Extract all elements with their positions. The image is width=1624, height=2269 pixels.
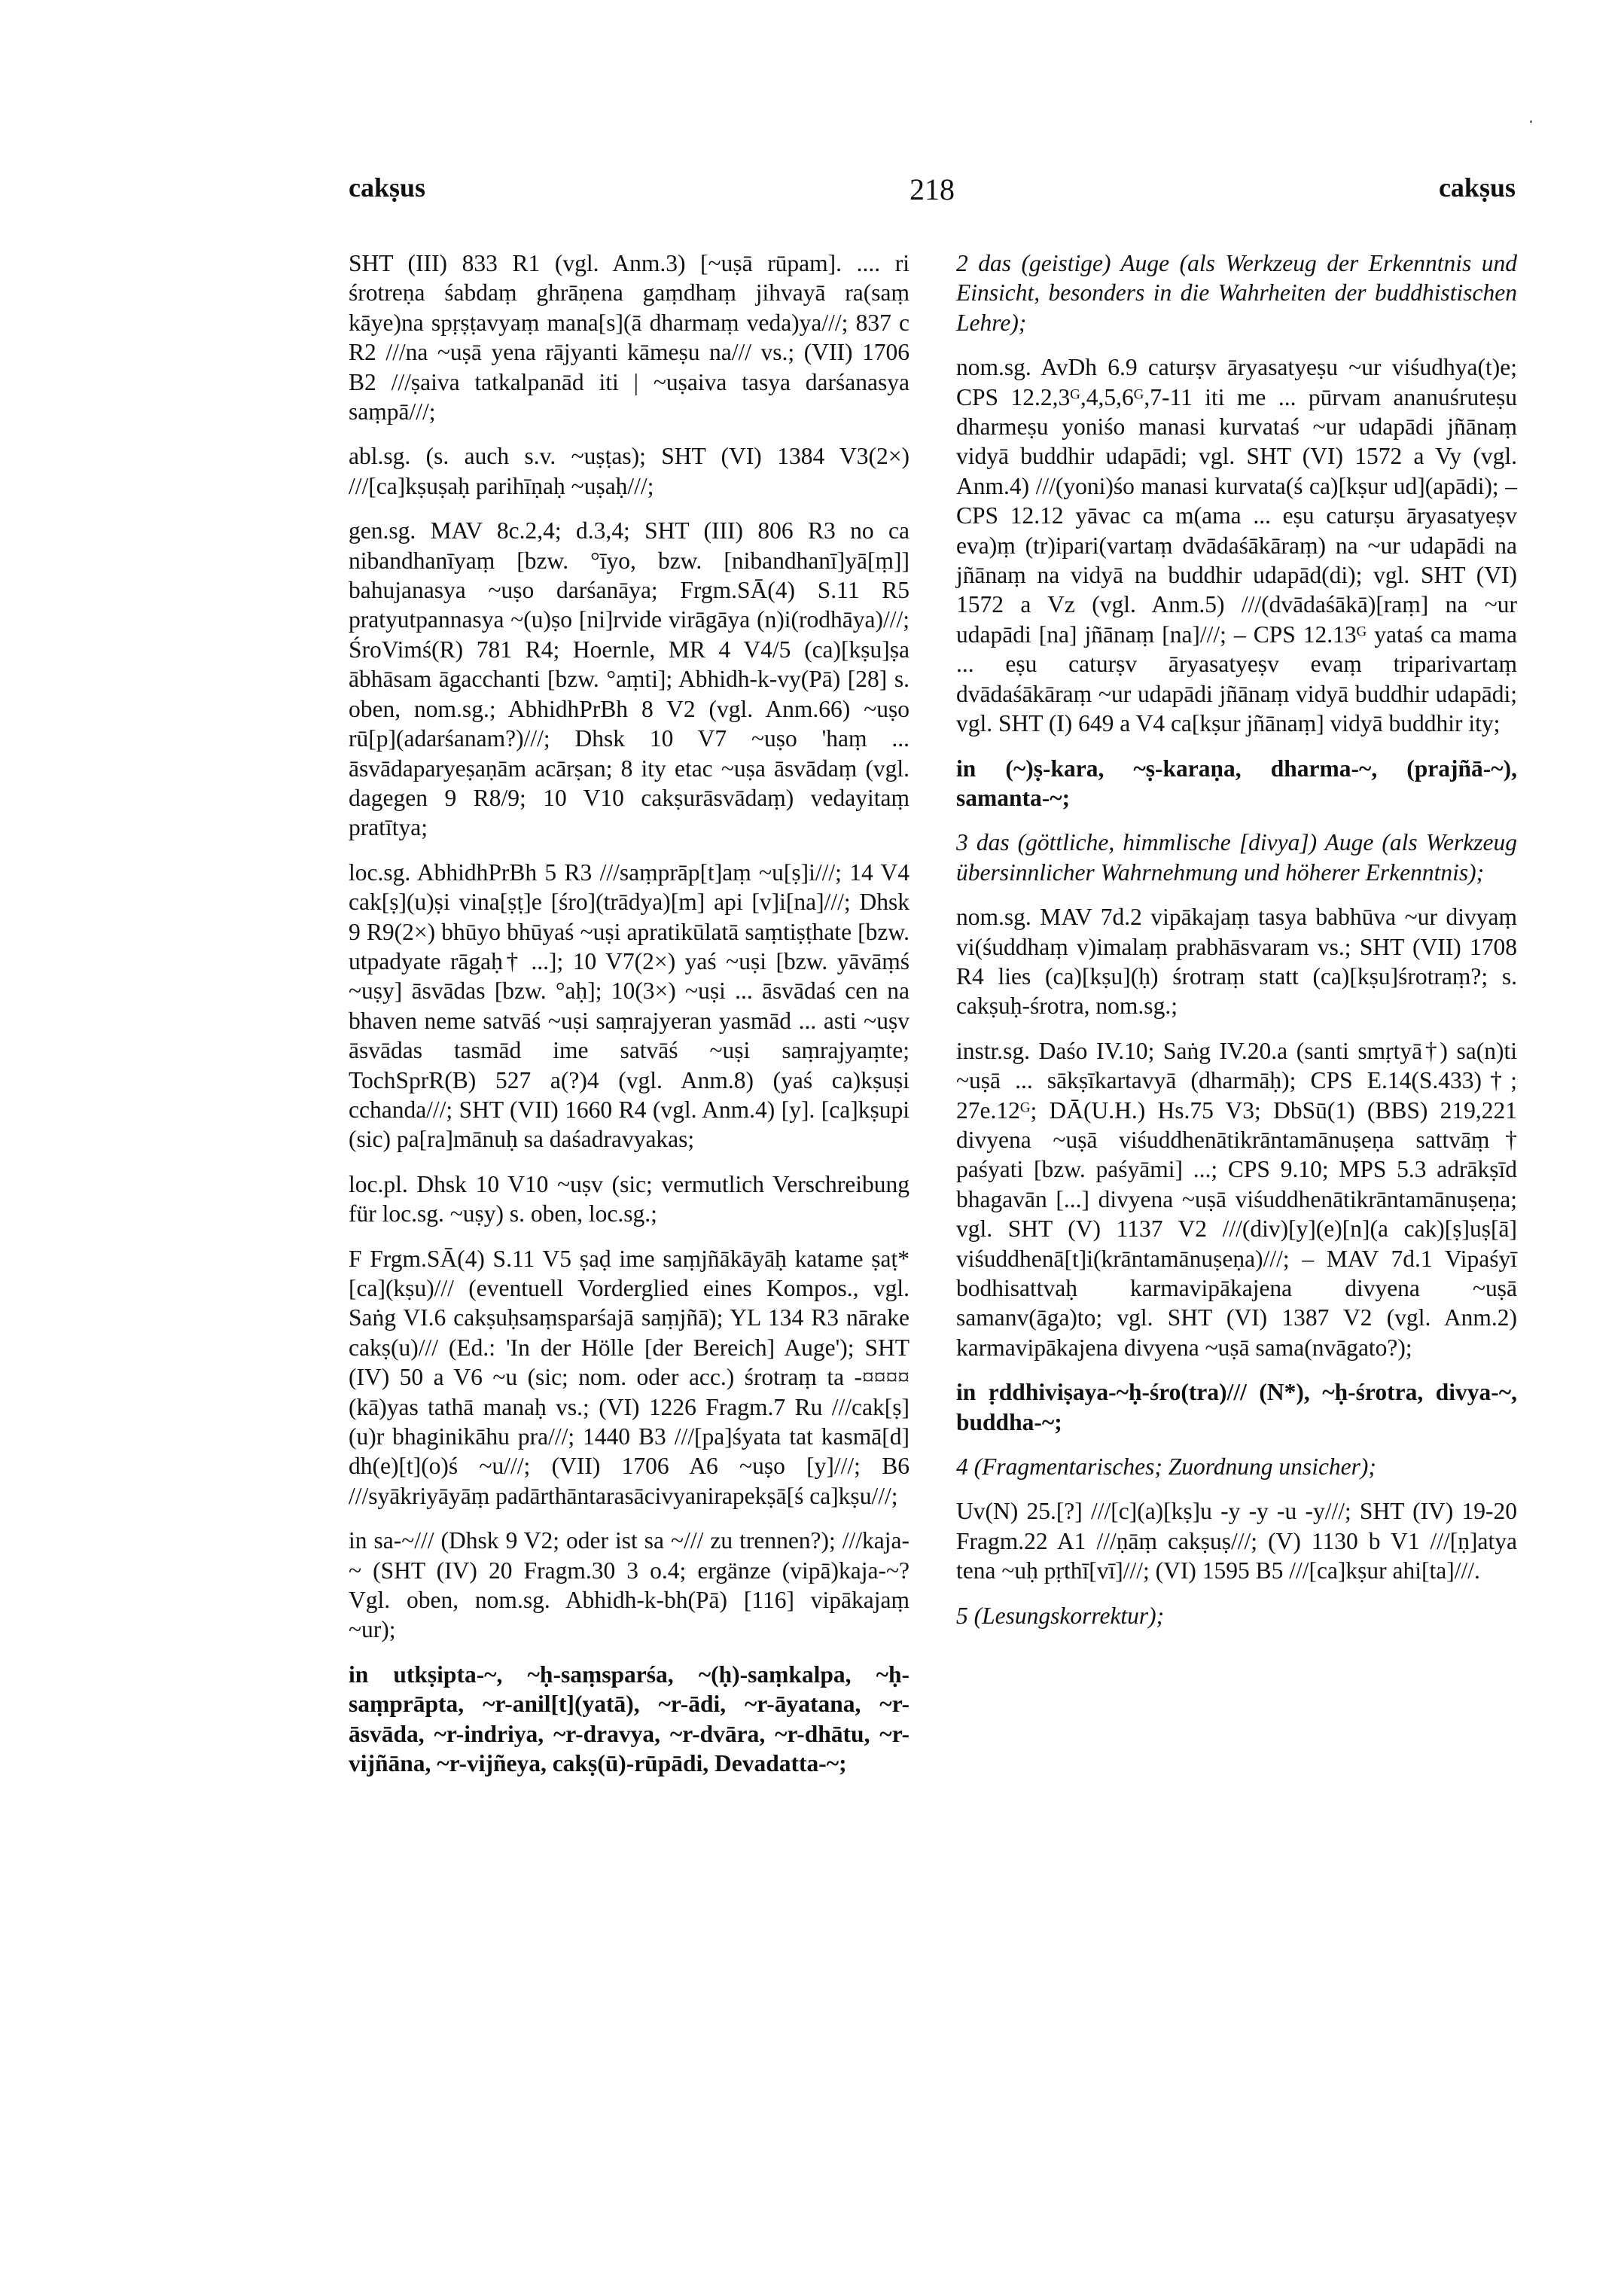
- right-column: [956, 249, 1517, 1645]
- running-head-left: cakṣus: [349, 172, 426, 203]
- entry-paragraph: in sa-~/// (Dhsk 9 V2; oder ist sa ~/// zu trennen?); ///kaja-~ (SHT (IV) 20 Fragm.30 3 o.4; ergänze (vipā)kaja-~? Vgl. oben, nom.sg. Abhidh-k-bh(Pā) [116] vipākajaṃ ~ur);: [349, 1527, 910, 1643]
- entry-paragraph: Uv(N) 25.[?] ///[c](a)[kṣ]u -y -y -u -y///; SHT (IV) 19-20 Fragm.22 A1 ///ṇāṃ cakṣuṣ///; (V) 1130 b V1 ///[ṇ]atya tena ~uḥ pṛthī[vī]///; (VI) 1595 B5 ///[ca]kṣur ahi[ta]///.: [956, 1498, 1517, 1584]
- left-column: [349, 249, 910, 1794]
- entry-paragraph: SHT (III) 833 R1 (vgl. Anm.3) [~uṣā rūpam]. .... ri śrotreṇa śabdaṃ ghrāṇena gaṃdhaṃ jihvayā ra(saṃ kāye)na spṛṣṭavyaṃ mana[s](ā dharmaṃ veda)ya///; 837 c R2 ///na ~uṣā yena rājyanti kāmeṣu na/// vs.; (VII) 1706 B2 ///ṣaiva tatkalpanād iti | ~uṣaiva tasya darśanasya saṃpā///;: [349, 250, 910, 425]
- sense-heading: 2 das (geistige) Auge (als Werkzeug der Erkenntnis und Einsicht, besonders in die Wahrheiten der buddhistischen Lehre);: [956, 250, 1517, 336]
- scan-speck: [1530, 120, 1532, 123]
- sense-heading: 4 (Fragmentarisches; Zuordnung unsicher);: [956, 1453, 1376, 1481]
- entry-paragraph: loc.sg. AbhidhPrBh 5 R3 ///saṃprāp[t]aṃ ~u[ṣ]i///; 14 V4 cak[ṣ](u)ṣi vina[ṣṭ]e [śro](trādya)[m] api [v]i[na]///; Dhsk 9 R9(2×) bhūyo bhūyaś ~uṣi apratikūlatā saṃtiṣṭhate [bzw. utpadyate rāgaḥ† ...]; 10 V7(2×) yaś ~uṣi [bzw. yāvāṃś ~uṣy] āsvādas [bzw. °aḥ]; 10(3×) ~uṣi ... āsvādaś cen na bhaven neme satvāś ~uṣi saṃrajyeran yasmād ... asti ~uṣv āsvādas tasmād ime satvāś ~uṣi saṃrajyaṃte; TochSprR(B) 527 a(?)4 (vgl. Anm.8) (yaś ca)kṣuṣi cchanda///; SHT (VII) 1660 R4 (vgl. Anm.4) [y]. [ca]kṣupi (sic) pa[ra]mānuḥ sa daśadravyakas;: [349, 858, 910, 1153]
- entry-paragraph: instr.sg. Daśo IV.10; Saṅg IV.20.a (santi smṛtyā†) sa(n)ti ~uṣā ... sākṣīkartavyā (dharmāḥ); CPS E.14(S.433)†; 27e.12ᴳ; DĀ(U.H.) Hs.75 V3; DbSū(1) (BBS) 219,221 divyena ~uṣā viśuddhenātikrāntamānuṣeṇa sattvāṃ† paśyati [bzw. paśyāmi] ...; CPS 9.10; MPS 5.3 adrākṣīd bhagavān [...] divyena ~uṣā viśuddhenātikrāntamānuṣeṇa; vgl. SHT (V) 1137 V2 ///(div)[y](e)[n](a cak)[ṣ]uṣ[ā] viśuddhenā[t]i(krāntamānuṣeṇa)///; – MAV 7d.1 Vipaśyī bodhisattvaḥ karmavipākajena divyena ~uṣā samanv(āga)to; vgl. SHT (VI) 1387 V2 (vgl. Anm.2) karmavipākajena divyena ~uṣā sama(nvāgato?);: [956, 1037, 1517, 1361]
- entry-paragraph: nom.sg. AvDh 6.9 caturṣv āryasatyeṣu ~ur viśudhya(t)e; CPS 12.2,3ᴳ,4,5,6ᴳ,7-11 iti me ... pūrvam ananuśruteṣu dharmeṣu yoniśo manasi kurvataś ~ur udapādi jñānaṃ vidyā buddhir udapādi; vgl. SHT (VI) 1572 a Vy (vgl. Anm.4) ///(yoni)śo manasi kurvata(ś ca)[kṣur ud](apādi); – CPS 12.12 yāvac ca m(ama ... eṣu caturṣu āryasatyeṣv eva)ṃ (tr)ipari(vartaṃ dvādaśākāraṃ) na ~ur udapādi na jñānaṃ na vidyā na buddhir udapād(di); vgl. SHT (VI) 1572 a Vz (vgl. Anm.5) ///(dvādaśākā)[raṃ] na ~ur udapādi [na] jñānaṃ [na]///; – CPS 12.13ᴳ yataś ca mama ... eṣu caturṣv āryasatyeṣv evaṃ triparivartaṃ dvādaśākāraṃ ~ur udapādi jñānaṃ vidyā buddhir udapādi; vgl. SHT (I) 649 a V4 ca[kṣur jñānaṃ] vidyā buddhir ity;: [956, 354, 1517, 737]
- running-head-right: cakṣus: [1438, 172, 1516, 203]
- entry-paragraph: gen.sg. MAV 8c.2,4; d.3,4; SHT (III) 806 R3 no ca nibandhanīyaṃ [bzw. °īyo, bzw. [nibandhanī]yā[ṃ]] bahujanasya ~uṣo darśanāya; Frgm.SĀ(4) S.11 R5 pratyutpannasya ~(u)ṣo [ni]rvide virāgāya (n)i(rodhāya)///; ŚroVimś(R) 781 R4; Hoernle, MR 4 V4/5 (ca)[kṣu]ṣa ābhāsam āgacchanti [bzw. °aṃti]; Abhidh-k-vy(Pā) [28] s. oben, nom.sg.; AbhidhPrBh 8 V2 (vgl. Anm.66) ~uṣo rū[p](adarśanam?)///; Dhsk 10 V7 ~uṣo 'haṃ ... āsvādaparyeṣaṇām acārṣan; 8 ity etac ~uṣa āsvādaṃ (vgl. dagegen 9 R8/9; 10 V10 cakṣurāsvādaṃ) vedayitaṃ pratītya;: [349, 517, 910, 841]
- sense-heading: 5 (Lesungskorrektur);: [956, 1602, 1165, 1629]
- entry-paragraph: F Frgm.SĀ(4) S.11 V5 ṣaḍ ime saṃjñākāyāḥ katame ṣaṭ* [ca](kṣu)/// (eventuell Vorderglied eines Kompos., vgl. Saṅg VI.6 cakṣuḥsaṃsparśajā saṃjñā); YL 134 R3 nārake cakṣ(u)/// (Ed.: 'In der Hölle [der Bereich] Auge'); SHT (IV) 50 a V6 ~u (sic; nom. oder acc.) śrotraṃ ta -¤¤¤¤ (kā)yas tathā manaḥ vs.; (VI) 1226 Fragm.7 Ru ///cak[ṣ](u)r bhaginikāhu pra///; 1440 B3 ///[pa]śyata tat kasmā[d] dh(e)[t](o)ś ~u///; (VII) 1706 A6 ~uṣo [y]///; B6 ///syākriyāyāṃ padārthāntarasācivyanirapekṣā[ś ca]kṣu///;: [349, 1245, 910, 1509]
- entry-paragraph: nom.sg. MAV 7d.2 vipākajaṃ tasya babhūva ~ur divyaṃ vi(śuddhaṃ v)imalaṃ prabhāsvaram vs.; SHT (VII) 1708 R4 lies (ca)[kṣu](ḥ) śrotraṃ statt (ca)[kṣu]śrotraṃ?; s. cakṣuḥ-śrotra, nom.sg.;: [956, 904, 1517, 1020]
- compound-list: in ṛddhiviṣaya-~ḥ-śro(tra)/// (N*), ~ḥ-śrotra, divya-~, buddha-~;: [956, 1379, 1517, 1435]
- page-header: [349, 172, 1516, 217]
- compound-list: in utkṣipta-~, ~ḥ-saṃsparśa, ~(ḥ)-saṃkalpa, ~ḥ-saṃprāpta, ~r-anil[t](yatā), ~r-ādi, ~r-āyatana, ~r-āsvāda, ~r-indriya, ~r-dravya, ~r-dvāra, ~r-dhātu, ~r-vijñāna, ~r-vijñeya, cakṣ(ū)-rūpādi, Devadatta-~;: [349, 1661, 910, 1777]
- entry-paragraph: abl.sg. (s. auch s.v. ~uṣṭas); SHT (VI) 1384 V3(2×) ///[ca]kṣuṣaḥ parihīṇaḥ ~uṣaḥ///;: [349, 443, 910, 499]
- entry-paragraph: loc.pl. Dhsk 10 V10 ~uṣv (sic; vermutlich Verschreibung für loc.sg. ~uṣy) s. oben, loc.sg.;: [349, 1170, 910, 1228]
- sense-heading: 3 das (göttliche, himmlische [divya]) Auge (als Werkzeug übersinnlicher Wahrnehmung und höherer Erkenntnis);: [956, 829, 1517, 886]
- compound-list: in (~)ṣ-kara, ~ṣ-karaṇa, dharma-~, (prajñā-~), samanta-~;: [956, 755, 1517, 811]
- page-number: 218: [910, 172, 955, 206]
